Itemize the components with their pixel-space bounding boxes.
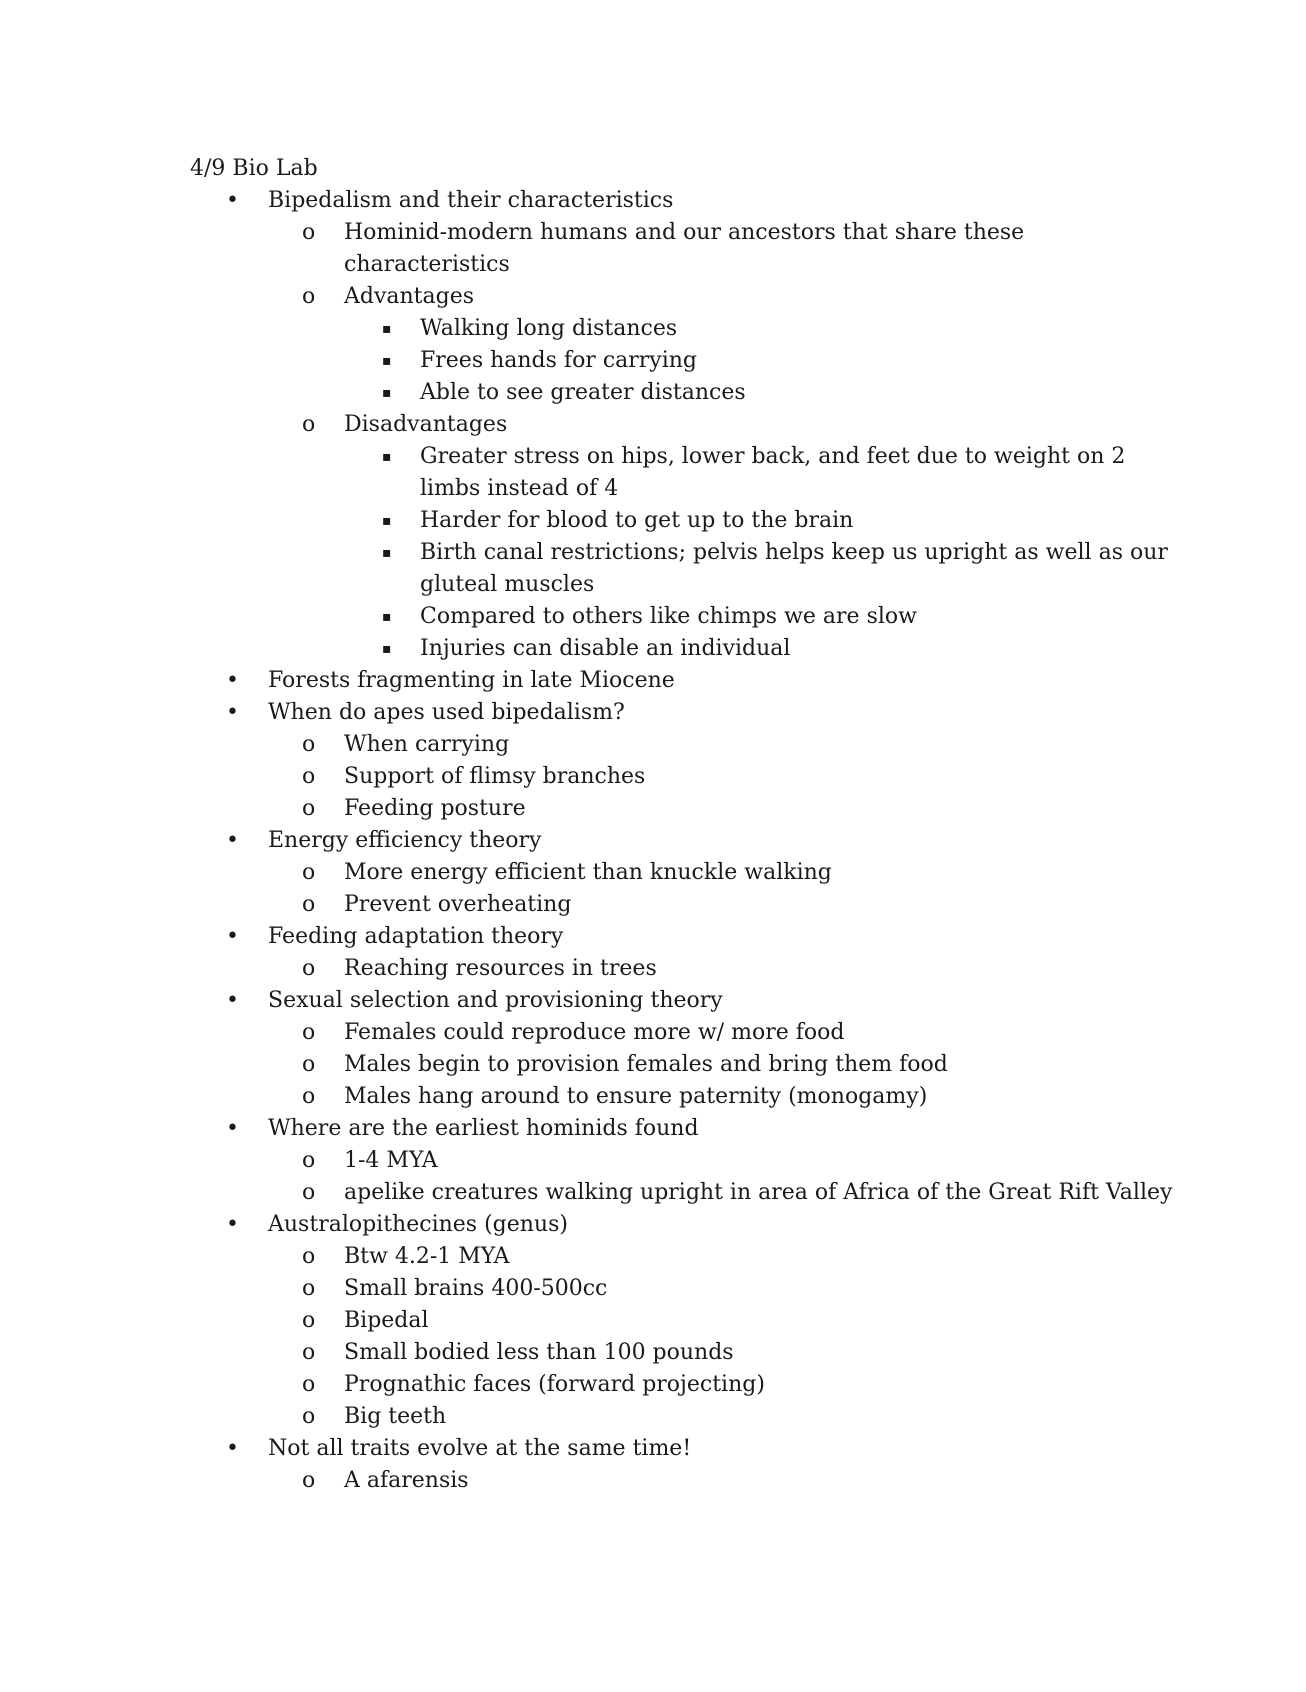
circle-marker: o <box>302 1180 316 1205</box>
outline-subitem <box>190 409 1190 441</box>
outline-subsubitem <box>190 537 1190 601</box>
sub-list <box>190 953 1190 985</box>
bullet-marker: • <box>226 1436 239 1461</box>
notes-outline <box>190 185 1190 1497</box>
sub-list <box>190 1465 1190 1497</box>
outline-subitem <box>190 889 1190 921</box>
item-text: Advantages <box>344 284 475 309</box>
circle-marker: o <box>302 1372 316 1397</box>
circle-marker: o <box>302 1020 316 1045</box>
item-text: 1-4 MYA <box>344 1148 438 1173</box>
sub-list-wrapper <box>190 441 1190 665</box>
circle-marker: o <box>302 1468 316 1493</box>
square-marker: ▪ <box>382 353 392 369</box>
item-text: When carrying <box>344 732 510 757</box>
outline-item <box>190 1209 1190 1241</box>
outline-item <box>190 665 1190 697</box>
circle-marker: o <box>302 412 316 437</box>
item-text: More energy efficient than knuckle walking <box>344 860 832 885</box>
outline-subitem <box>190 1369 1190 1401</box>
item-text: Energy efficiency theory <box>268 828 542 853</box>
circle-marker: o <box>302 1276 316 1301</box>
item-text: Reaching resources in trees <box>344 956 657 981</box>
outline-item <box>190 921 1190 953</box>
outline-item <box>190 1433 1190 1465</box>
outline-subitem <box>190 729 1190 761</box>
sub-list-wrapper <box>190 1145 1190 1209</box>
item-text: Hominid-modern humans and our ancestors that share these characteristics <box>344 220 1025 277</box>
item-text: Small brains 400-500cc <box>344 1276 608 1301</box>
item-text: When do apes used bipedalism? <box>268 700 625 725</box>
outline-subsubitem <box>190 633 1190 665</box>
item-text: Where are the earliest hominids found <box>268 1116 699 1141</box>
item-text: Greater stress on hips, lower back, and feet due to weight on 2 limbs instead of 4 <box>420 444 1126 501</box>
item-text: Prognathic faces (forward projecting) <box>344 1372 765 1397</box>
outline-subitem <box>190 1337 1190 1369</box>
item-text: Prevent overheating <box>344 892 572 917</box>
outline-subitem <box>190 793 1190 825</box>
sub-list <box>190 1145 1190 1209</box>
item-text: apelike creatures walking upright in area of Africa of the Great Rift Valley <box>344 1180 1173 1205</box>
outline-item <box>190 825 1190 857</box>
square-marker: ▪ <box>382 609 392 625</box>
sub-list-wrapper <box>190 857 1190 921</box>
outline-subsubitem <box>190 345 1190 377</box>
bullet-marker: • <box>226 828 239 853</box>
item-text: Compared to others like chimps we are slow <box>420 604 917 629</box>
sub-list <box>190 729 1190 825</box>
circle-marker: o <box>302 732 316 757</box>
circle-marker: o <box>302 860 316 885</box>
sub-list-wrapper <box>190 1017 1190 1113</box>
outline-subitem <box>190 857 1190 889</box>
circle-marker: o <box>302 220 316 245</box>
circle-marker: o <box>302 764 316 789</box>
outline-subitem <box>190 217 1190 281</box>
bullet-marker: • <box>226 924 239 949</box>
bullet-marker: • <box>226 988 239 1013</box>
outline-item <box>190 985 1190 1017</box>
item-text: Sexual selection and provisioning theory <box>268 988 723 1013</box>
outline-subitem <box>190 1177 1190 1209</box>
bullet-marker: • <box>226 1116 239 1141</box>
sub-list <box>190 313 1190 409</box>
item-text: Injuries can disable an individual <box>420 636 791 661</box>
bullet-marker: • <box>226 188 239 213</box>
sub-list-wrapper <box>190 953 1190 985</box>
outline-subsubitem <box>190 313 1190 345</box>
item-text: Big teeth <box>344 1404 447 1429</box>
bullet-marker: • <box>226 1212 239 1237</box>
outline-item <box>190 697 1190 729</box>
outline-subitem <box>190 1017 1190 1049</box>
outline-subitem <box>190 281 1190 313</box>
sub-list <box>190 857 1190 921</box>
item-text: Harder for blood to get up to the brain <box>420 508 854 533</box>
circle-marker: o <box>302 1084 316 1109</box>
square-marker: ▪ <box>382 385 392 401</box>
outline-item <box>190 1113 1190 1145</box>
item-text: Disadvantages <box>344 412 508 437</box>
sub-list-wrapper <box>190 1241 1190 1433</box>
item-text: Small bodied less than 100 pounds <box>344 1340 734 1365</box>
circle-marker: o <box>302 1404 316 1429</box>
square-marker: ▪ <box>382 641 392 657</box>
circle-marker: o <box>302 1052 316 1077</box>
circle-marker: o <box>302 1308 316 1333</box>
outline-subitem <box>190 1273 1190 1305</box>
item-text: Australopithecines (genus) <box>268 1212 568 1237</box>
item-text: Able to see greater distances <box>420 380 746 405</box>
sub-list <box>190 217 1190 665</box>
item-text: Not all traits evolve at the same time! <box>268 1436 692 1461</box>
bullet-marker: • <box>226 700 239 725</box>
circle-marker: o <box>302 1244 316 1269</box>
circle-marker: o <box>302 284 316 309</box>
outline-subitem <box>190 761 1190 793</box>
outline-subitem <box>190 1465 1190 1497</box>
outline-subsubitem <box>190 441 1190 505</box>
outline-subitem <box>190 1145 1190 1177</box>
circle-marker: o <box>302 1340 316 1365</box>
item-text: Btw 4.2-1 MYA <box>344 1244 510 1269</box>
document-title: 4/9 Bio Lab <box>190 156 318 181</box>
square-marker: ▪ <box>382 321 392 337</box>
outline-subitem <box>190 1401 1190 1433</box>
outline-subitem <box>190 1049 1190 1081</box>
item-text: Birth canal restrictions; pelvis helps keep us upright as well as our gluteal muscles <box>420 540 1168 597</box>
square-marker: ▪ <box>382 545 392 561</box>
item-text: Support of flimsy branches <box>344 764 646 789</box>
outline-subitem <box>190 953 1190 985</box>
item-text: Males begin to provision females and bring them food <box>344 1052 948 1077</box>
outline-subsubitem <box>190 601 1190 633</box>
circle-marker: o <box>302 796 316 821</box>
item-text: Walking long distances <box>420 316 678 341</box>
square-marker: ▪ <box>382 513 392 529</box>
sub-list <box>190 441 1190 665</box>
sub-list-wrapper <box>190 217 1190 665</box>
item-text: Frees hands for carrying <box>420 348 698 373</box>
circle-marker: o <box>302 956 316 981</box>
item-text: Forests fragmenting in late Miocene <box>268 668 675 693</box>
sub-list-wrapper <box>190 313 1190 409</box>
item-text: Feeding adaptation theory <box>268 924 564 949</box>
item-text: Feeding posture <box>344 796 526 821</box>
sub-list-wrapper <box>190 729 1190 825</box>
outline-subitem <box>190 1081 1190 1113</box>
item-text: Bipedalism and their characteristics <box>268 188 674 213</box>
sub-list <box>190 1241 1190 1433</box>
item-text: Males hang around to ensure paternity (monogamy) <box>344 1084 928 1109</box>
sub-list-wrapper <box>190 1465 1190 1497</box>
sub-list <box>190 1017 1190 1113</box>
outline-subitem <box>190 1305 1190 1337</box>
outline-subitem <box>190 1241 1190 1273</box>
outline-subsubitem <box>190 377 1190 409</box>
outline-subsubitem <box>190 505 1190 537</box>
item-text: Bipedal <box>344 1308 429 1333</box>
circle-marker: o <box>302 892 316 917</box>
circle-marker: o <box>302 1148 316 1173</box>
bullet-marker: • <box>226 668 239 693</box>
outline-item <box>190 185 1190 217</box>
document-page <box>190 153 1190 1497</box>
square-marker: ▪ <box>382 449 392 465</box>
item-text: Females could reproduce more w/ more food <box>344 1020 845 1045</box>
item-text: A afarensis <box>344 1468 469 1493</box>
